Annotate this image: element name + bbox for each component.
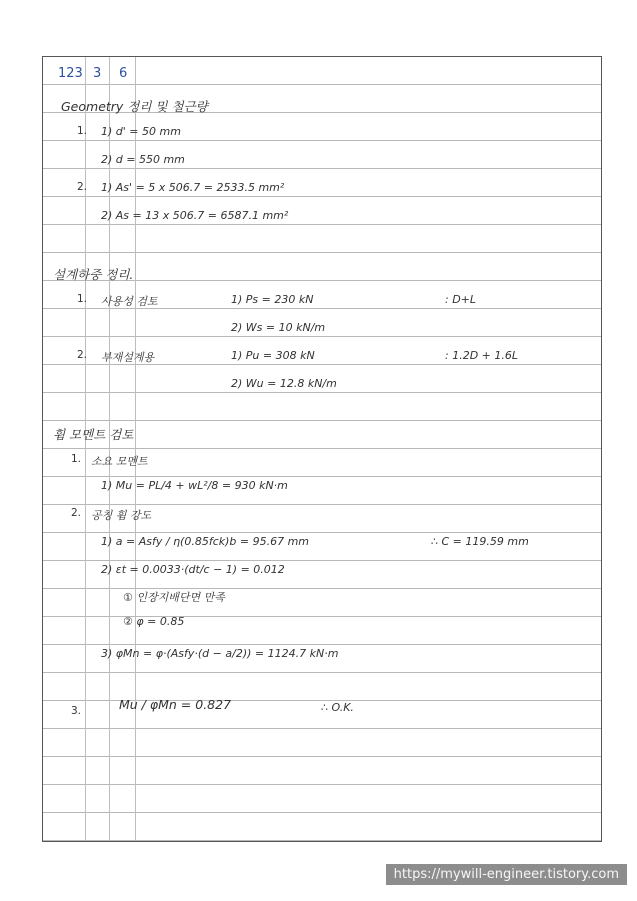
loads-ps: 1) Ps = 230 kN [231,293,314,306]
loads-n2: 2. [77,349,88,361]
moment-a: 1) a = Asfy / η(0.85fck)b = 95.67 mm [101,535,310,548]
geometry-as: 2) As = 13 x 506.7 = 6587.1 mm² [101,209,289,222]
moment-n2: 2. [71,507,82,519]
moment-n3: 3. [71,705,82,717]
margin-line-2 [109,57,110,841]
moment-et-note1: ① 인장지배단면 만족 [123,591,225,604]
header-col1: 123 [58,66,83,81]
note-sheet [42,56,602,842]
geometry-as-prime: 1) As' = 5 x 506.7 = 2533.5 mm² [101,181,285,194]
geometry-d-prime: 1) d' = 50 mm [101,125,181,138]
loads-n1-label: 사용성 검토 [101,295,158,308]
moment-ok: ∴ O.K. [321,701,354,714]
watermark: https://mywill-engineer.tistory.com [386,864,627,885]
geometry-d: 2) d = 550 mm [101,153,185,166]
moment-n1-label: 소요 모멘트 [91,455,148,468]
loads-n2-label: 부재설계용 [101,351,155,364]
geometry-n2: 2. [77,181,88,193]
moment-mu: 1) Mu = PL/4 + wL²/8 = 930 kN·m [101,479,288,492]
geometry-n1: 1. [77,125,88,137]
header-col2: 3 [93,66,102,81]
loads-ws: 2) Ws = 10 kN/m [231,321,326,334]
loads-pu-combo: : 1.2D + 1.6L [445,349,518,362]
moment-ratio: Mu / φMn = 0.827 [119,697,232,712]
moment-n2-label: 공칭 휨 강도 [91,509,152,522]
moment-et-note2: ② φ = 0.85 [123,615,185,628]
moment-phimn: 3) φMn = φ·(Asfy·(d − a/2)) = 1124.7 kN·m [101,647,339,660]
geometry-title: Geometry 정리 및 철근량 [61,99,208,114]
moment-c: ∴ C = 119.59 mm [431,535,529,548]
moment-et: 2) εt = 0.0033·(dt/c − 1) = 0.012 [101,563,285,576]
margin-line-1 [85,57,86,841]
loads-title: 설계하중 정리. [53,267,134,282]
loads-wu: 2) Wu = 12.8 kN/m [231,377,337,390]
moment-title: 휨 모멘트 검토 [53,427,134,442]
margin-line-3 [135,57,136,841]
header-col3: 6 [119,66,128,81]
loads-ps-combo: : D+L [445,293,477,306]
moment-n1: 1. [71,453,82,465]
loads-pu: 1) Pu = 308 kN [231,349,315,362]
loads-n1: 1. [77,293,88,305]
